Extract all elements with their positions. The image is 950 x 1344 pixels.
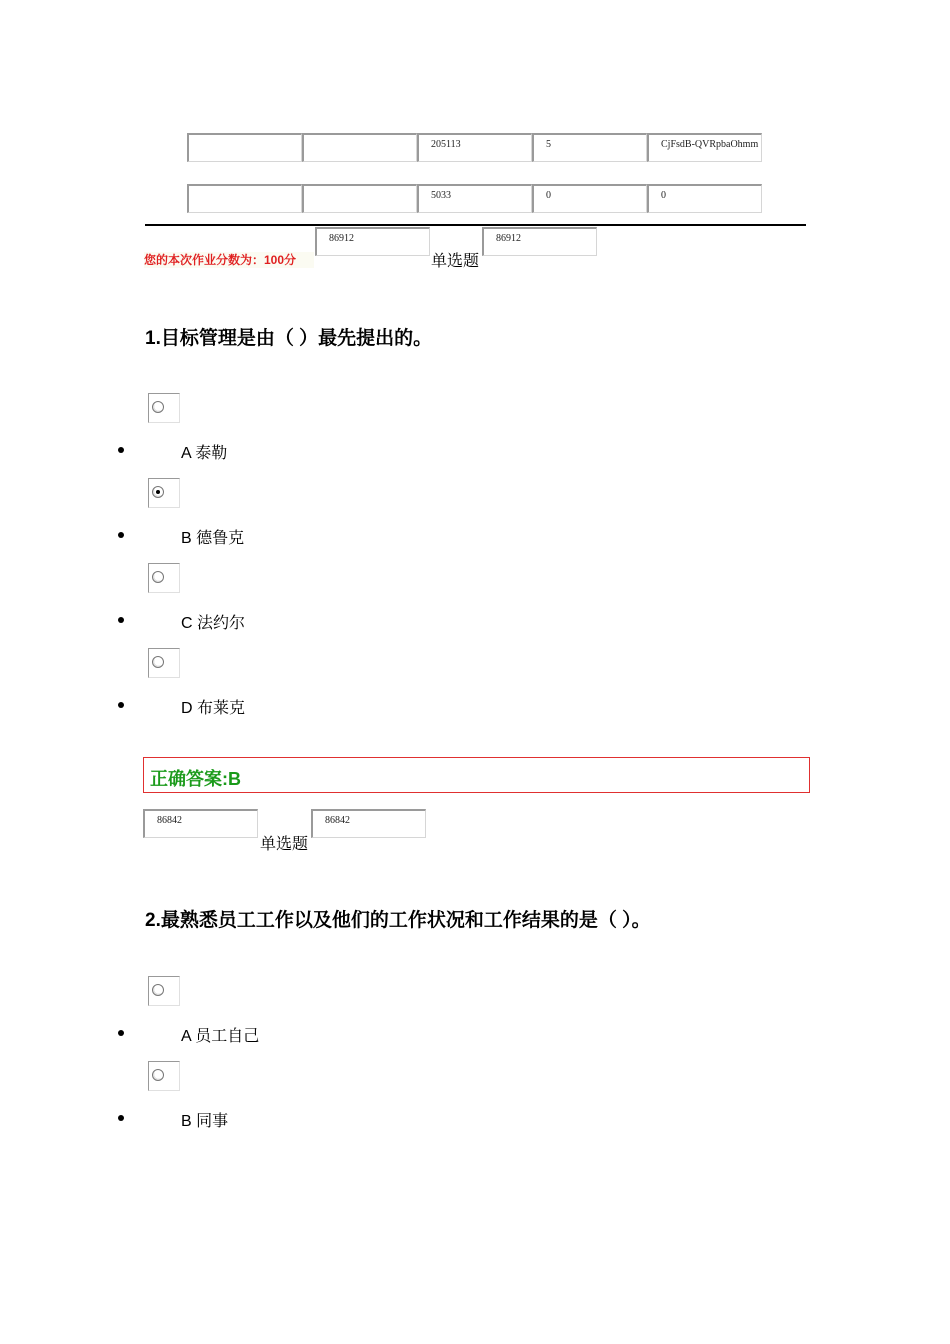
table-cell[interactable]: 5033 [417,184,532,213]
table-cell[interactable] [187,133,302,162]
radio-circle-icon [152,1069,164,1081]
question-type-label: 单选题 [260,834,309,853]
option-label: A 泰勒 [181,445,228,462]
correct-answer-box: 正确答案:B [143,757,810,793]
question-type-label: 单选题 [431,251,480,270]
radio-option-a[interactable] [148,976,180,1006]
option-label: B 德鲁克 [181,530,245,547]
bullet-icon [118,532,124,538]
radio-circle-icon [152,571,164,583]
option-label: A 员工自己 [181,1028,260,1045]
question-title: 1.目标管理是由（ ）最先提出的。 [145,328,433,349]
radio-circle-icon [152,486,164,498]
radio-circle-icon [152,656,164,668]
table-cell[interactable]: 0 [647,184,762,213]
option-label: C 法约尔 [181,615,246,632]
option-label: B 同事 [181,1113,229,1130]
table-cell[interactable] [187,184,302,213]
table-cell[interactable]: 5 [532,133,647,162]
table-cell[interactable]: 205113 [417,133,532,162]
bullet-icon [118,1030,124,1036]
radio-option-d[interactable] [148,648,180,678]
question-id-field[interactable]: 86842 [143,809,258,838]
bullet-icon [118,447,124,453]
radio-selected-dot-icon [156,490,160,494]
question-id-field[interactable]: 86912 [482,227,597,256]
table-cell[interactable] [302,133,417,162]
table-cell[interactable]: 0 [532,184,647,213]
divider [145,224,806,226]
table-cell[interactable] [302,184,417,213]
option-label: D 布莱克 [181,700,246,717]
radio-option-a[interactable] [148,393,180,423]
bullet-icon [118,617,124,623]
score-text: 您的本次作业分数为：100分 [144,252,314,268]
table-cell[interactable]: CjFsdB-QVRpbaOhmm [647,133,762,162]
radio-option-b[interactable] [148,1061,180,1091]
question-title: 2.最熟悉员工工作以及他们的工作状况和工作结果的是（ ）。 [145,910,651,931]
radio-circle-icon [152,984,164,996]
radio-option-c[interactable] [148,563,180,593]
question-id-field[interactable]: 86912 [315,227,430,256]
radio-circle-icon [152,401,164,413]
question-id-field[interactable]: 86842 [311,809,426,838]
bullet-icon [118,1115,124,1121]
radio-option-b[interactable] [148,478,180,508]
bullet-icon [118,702,124,708]
